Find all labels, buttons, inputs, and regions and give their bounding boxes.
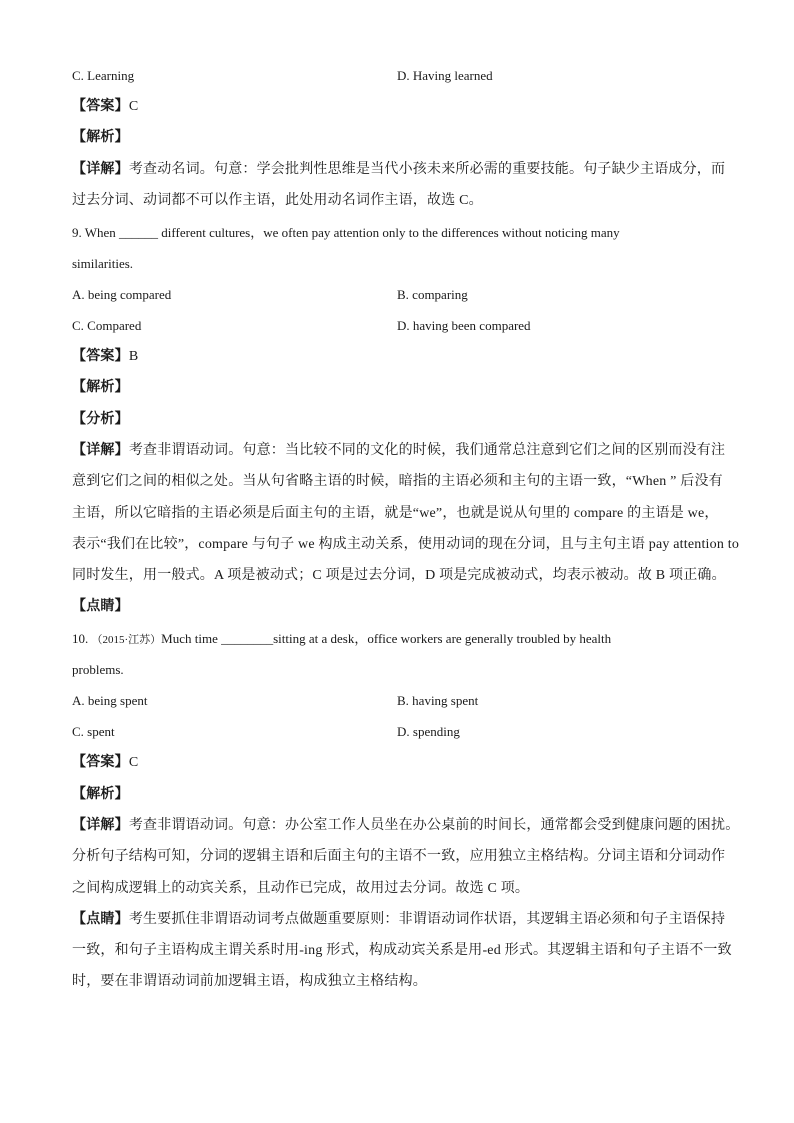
detail-label: 【详解】 [72,443,129,458]
q8-detail-line-2: 过去分词、动词都不可以作主语，此处用动名词作主语，故选 C。 [72,193,483,208]
fenxi-label: 【分析】 [72,412,129,427]
q10-dianjing-line-3: 时，要在非谓语动词前加逻辑主语，构成独立主格结构。 [72,974,427,989]
q8-detail-line-1 [72,161,732,179]
q9-detail-line-4: 表示“我们在比较”，compare 与句子 we 构成主动关系，使用动词的现在分词，且与主句主语 pay attention to [72,537,740,552]
q9-detail-line-2: 意到它们之间的相似之处。当从句省略主语的时候，暗指的主语必须和主句的主语一致，“When ” 后没有 [72,474,723,489]
q10-options-row-2 [72,723,732,741]
q9-analysis-heading [72,379,732,397]
q10-option-a: A. being spent [72,693,148,708]
detail-text: 考查动名词。句意：学会批判性思维是当代小孩未来所必需的重要技能。句子缺少主语成分，而 [128,162,726,177]
q10-option-d: D. spending [397,724,460,739]
q9-option-b: B. comparing [397,287,468,302]
q10-answer [72,754,732,772]
q10-detail-line-3: 之间构成逻辑上的动宾关系，且动作已完成，故用过去分词。故选 C 项。 [72,881,530,896]
q10-dianjing-line-1 [72,911,732,929]
q9-option-c: C. Compared [72,318,142,333]
answer-value: C [128,99,139,114]
q9-options-row-1 [72,286,732,304]
q8-analysis-heading [72,129,732,147]
q10-stem-line-2: problems. [72,662,124,677]
q9-answer [72,348,732,366]
analysis-label: 【解析】 [72,380,129,395]
q10-stem-text: Much time ________sitting at a desk，office workers are generally troubled by health [161,631,612,646]
q10-dianjing-line-2: 一致，和句子主语构成主谓关系时用-ing 形式，构成动宾关系是用-ed 形式。其逻辑主语和句子主语不一致 [72,943,732,958]
dianjing-text: 考生要抓住非谓语动词考点做题重要原则：非谓语动词作状语，其逻辑主语必须和句子主语保持 [128,912,726,927]
q10-options-row-1 [72,692,732,710]
q9-detail-line-3: 主语，所以它暗指的主语必须是后面主句的主语，就是“we”，也就是说从句里的 compare 的主语是 we， [72,506,719,521]
q9-detail-line-1 [72,442,732,460]
answer-label: 【答案】 [72,755,129,770]
q8-option-d: D. Having learned [397,68,493,83]
analysis-label: 【解析】 [72,130,129,145]
answer-label: 【答案】 [72,349,129,364]
answer-label: 【答案】 [72,99,129,114]
q10-detail-line-1 [72,817,740,835]
q10-source: （2015·江苏） [91,634,162,646]
q9-options-row-2 [72,317,732,335]
dianjing-label: 【点睛】 [72,912,129,927]
q9-detail-line-5: 同时发生，用一般式。A 项是被动式；C 项是过去分词，D 项是完成被动式，均表示被动。故 B 项正确。 [72,568,726,583]
detail-label: 【详解】 [72,162,129,177]
dianjing-label: 【点睛】 [72,599,129,614]
q9-option-d: D. having been compared [397,318,531,333]
q10-detail-line-2: 分析句子结构可知，分词的逻辑主语和后面主句的主语不一致，应用独立主格结构。分词主语和分词动作 [72,849,726,864]
answer-value: C [128,755,139,770]
q10-option-b: B. having spent [397,693,479,708]
q8-answer [72,98,732,116]
q10-option-c: C. spent [72,724,115,739]
q9-dianjing-heading [72,598,732,616]
q9-stem-line-1: 9. When ______ different cultures，we often pay attention only to the differences without noticing many [72,225,620,240]
detail-text: 考查非谓语动词。句意：办公室工作人员坐在办公桌前的时间长，通常都会受到健康问题的困扰。 [128,818,740,833]
q9-stem-line-2: similarities. [72,256,134,271]
detail-text: 考查非谓语动词。句意：当比较不同的文化的时候，我们通常总注意到它们之间的区别而没有注 [128,443,726,458]
q10-analysis-heading [72,786,732,804]
q8-option-c: C. Learning [72,68,135,83]
detail-label: 【详解】 [72,818,129,833]
q10-number: 10. [72,631,89,646]
q9-fenxi-heading [72,411,732,429]
q9-option-a: A. being compared [72,287,172,302]
q10-stem-line-1 [72,630,732,649]
answer-value: B [128,349,139,364]
analysis-label: 【解析】 [72,787,129,802]
q8-options-row [72,67,732,85]
